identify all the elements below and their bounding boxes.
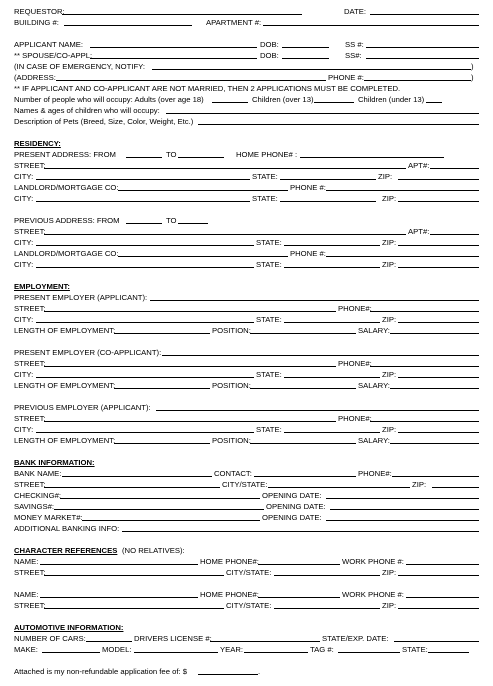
phone-field[interactable] <box>326 182 479 191</box>
present-employer-applicant-field[interactable] <box>150 292 479 301</box>
field-label: CITY/STATE: <box>222 480 268 489</box>
applicant-name-field[interactable] <box>90 39 257 48</box>
city-field[interactable] <box>36 369 254 378</box>
field-label: BANK NAME: <box>14 469 62 478</box>
work-phone-field[interactable] <box>406 589 479 598</box>
previous-employer-applicant-field[interactable] <box>156 402 479 411</box>
in-case-of-emergency-notify-field[interactable] <box>152 61 471 70</box>
zip-field[interactable] <box>398 567 479 576</box>
field-label: LANDLORD/MORTGAGE CO: <box>14 249 119 258</box>
field-label: SALARY: <box>358 381 390 390</box>
bank-name-field[interactable] <box>62 468 212 477</box>
dob-field[interactable] <box>282 39 329 48</box>
field-label: STREET: <box>14 359 46 368</box>
opening-date-field[interactable] <box>330 501 479 510</box>
field-label: POSITION: <box>212 381 251 390</box>
opening-date-field[interactable] <box>326 512 479 521</box>
field-label: Children (over 13) <box>252 95 314 104</box>
phone-field[interactable] <box>326 248 479 257</box>
requestor-field[interactable] <box>62 6 302 15</box>
model-field[interactable] <box>134 644 218 653</box>
city-field[interactable] <box>36 193 250 202</box>
street-field[interactable] <box>44 479 220 488</box>
city-field[interactable] <box>36 259 254 268</box>
field-label: SS #: <box>345 40 364 49</box>
field-label: LANDLORD/MORTGAGE CO: <box>14 183 119 192</box>
field-label: CITY: <box>14 315 34 324</box>
field-label: APT#: <box>408 161 430 170</box>
savings-field[interactable] <box>54 501 264 510</box>
form-line <box>14 160 479 170</box>
field-label: NUMBER OF CARS: <box>14 634 86 643</box>
form-line <box>14 589 479 599</box>
field-label: CITY: <box>14 194 34 203</box>
field-label: CITY: <box>14 260 34 269</box>
zip-field[interactable] <box>398 259 479 268</box>
zip-field[interactable] <box>398 314 479 323</box>
date-field[interactable] <box>370 6 479 15</box>
money-market-field[interactable] <box>82 512 260 521</box>
home-phone-field[interactable] <box>300 149 444 158</box>
form-line <box>14 193 479 203</box>
form-line <box>14 61 479 71</box>
home-phone-field[interactable] <box>258 556 340 565</box>
form-line <box>14 644 479 654</box>
field-label: TO <box>166 216 177 225</box>
field-label: PHONE#: <box>338 359 372 368</box>
to-field[interactable] <box>178 149 224 158</box>
form-line <box>14 402 479 412</box>
form-line <box>14 523 479 533</box>
field-label: STREET: <box>14 480 46 489</box>
to-field[interactable] <box>178 215 208 224</box>
form-line <box>14 149 479 159</box>
field-label: CHECKING#: <box>14 491 61 500</box>
description-of-pets-breed-size-color-weight-etc-field[interactable] <box>198 116 479 125</box>
form-line <box>14 105 479 115</box>
work-phone-field[interactable] <box>406 556 479 565</box>
form-line <box>14 226 479 236</box>
form-line <box>14 512 479 522</box>
field-label: APT#: <box>408 227 430 236</box>
street-field[interactable] <box>44 358 336 367</box>
salary-field[interactable] <box>390 435 479 444</box>
length-of-employment-field[interactable] <box>114 325 210 334</box>
number-of-people-who-will-occupy-adults-over-age-18-field[interactable] <box>212 94 248 103</box>
form-line <box>14 457 479 467</box>
state-field[interactable] <box>280 193 376 202</box>
field-label: PREVIOUS ADDRESS: FROM <box>14 216 120 225</box>
form-line <box>14 138 479 148</box>
length-of-employment-field[interactable] <box>114 380 210 389</box>
state-field[interactable] <box>284 259 380 268</box>
form-line <box>14 380 479 390</box>
field-label: Children (under 13) <box>358 95 425 104</box>
year-field[interactable] <box>244 644 308 653</box>
state-field[interactable] <box>284 237 380 246</box>
field-label: ZIP: <box>382 315 397 324</box>
field-label: DOB: <box>260 51 279 60</box>
state-field[interactable] <box>284 314 380 323</box>
street-field[interactable] <box>44 413 336 422</box>
name-field[interactable] <box>40 589 198 598</box>
attached-is-my-non-refundable-application-fee-of-field[interactable] <box>198 666 261 676</box>
field-label: NAME: <box>14 557 39 566</box>
field-label: Attached is my non-refundable application fee of: $ <box>14 667 188 676</box>
field-label: STATE: <box>256 425 282 434</box>
checking-field[interactable] <box>60 490 260 499</box>
field-label: HOME PHONE# : <box>236 150 298 159</box>
field-label: STATE/EXP. DATE: <box>322 634 389 643</box>
city-field[interactable] <box>36 424 254 433</box>
field-label: ZIP: <box>382 238 397 247</box>
field-label: STREET: <box>14 161 46 170</box>
phone-field[interactable] <box>370 413 479 422</box>
zip-field[interactable] <box>398 193 479 202</box>
form-line <box>14 435 479 445</box>
street-field[interactable] <box>44 226 406 235</box>
form-line <box>14 369 479 379</box>
field-label: (ADDRESS: <box>14 73 56 82</box>
form-line <box>14 622 479 632</box>
city-state-field[interactable] <box>274 567 380 576</box>
field-label: TAG #: <box>310 645 334 654</box>
form-line <box>14 6 479 16</box>
field-label: POSITION: <box>212 436 251 445</box>
position-field[interactable] <box>250 435 356 444</box>
phone-field[interactable] <box>370 358 479 367</box>
field-label: HOME PHONE#: <box>200 590 259 599</box>
state-field[interactable] <box>428 644 469 653</box>
field-label: STATE: <box>252 172 278 181</box>
form-line <box>14 116 479 126</box>
section-heading: RESIDENCY: <box>14 139 61 148</box>
field-label: STATE: <box>256 238 282 247</box>
drivers-license-field[interactable] <box>210 633 320 642</box>
form-line <box>14 358 479 368</box>
field-label: CITY: <box>14 425 34 434</box>
field-label: APARTMENT #: <box>206 18 262 27</box>
field-label: ZIP: <box>382 568 397 577</box>
number-of-cars-field[interactable] <box>86 633 132 642</box>
field-label: CONTACT: <box>214 469 252 478</box>
dob-field[interactable] <box>282 50 329 59</box>
field-label: ZIP: <box>378 172 393 181</box>
children-under-13-field[interactable] <box>426 94 442 103</box>
field-label: STATE: <box>256 370 282 379</box>
field-label: PHONE #: <box>328 73 364 82</box>
field-label: PHONE#: <box>358 469 392 478</box>
field-label: TO <box>166 150 177 159</box>
street-field[interactable] <box>44 303 336 312</box>
name-field[interactable] <box>40 556 198 565</box>
additional-banking-info-field[interactable] <box>122 523 479 532</box>
section-heading: AUTOMOTIVE INFORMATION: <box>14 623 124 632</box>
zip-field[interactable] <box>432 479 479 488</box>
field-label: DATE: <box>344 7 367 16</box>
field-label: STREET: <box>14 568 46 577</box>
field-label: NAME: <box>14 590 39 599</box>
apartment-field[interactable] <box>263 17 479 26</box>
field-label: WORK PHONE #: <box>342 557 404 566</box>
field-label: BUILDING #: <box>14 18 59 27</box>
field-label: STREET: <box>14 304 46 313</box>
field-label: STATE: <box>402 645 428 654</box>
field-label: CITY: <box>14 238 34 247</box>
street-field[interactable] <box>44 600 224 609</box>
field-label: ZIP: <box>382 601 397 610</box>
ss-field[interactable] <box>366 39 479 48</box>
field-label: MONEY MARKET#: <box>14 513 83 522</box>
make-field[interactable] <box>42 644 100 653</box>
form-line <box>14 325 479 335</box>
city-field[interactable] <box>36 314 254 323</box>
position-field[interactable] <box>250 325 356 334</box>
field-label: WORK PHONE #: <box>342 590 404 599</box>
field-label: STATE: <box>252 194 278 203</box>
city-state-field[interactable] <box>268 479 410 488</box>
section-heading: CHARACTER REFERENCES <box>14 546 118 555</box>
form-line <box>14 314 479 324</box>
zip-field[interactable] <box>398 171 479 180</box>
field-label: APPLICANT NAME: <box>14 40 84 49</box>
phone-field[interactable] <box>370 303 479 312</box>
zip-field[interactable] <box>398 369 479 378</box>
form-line <box>14 171 479 181</box>
city-field[interactable] <box>36 171 250 180</box>
field-label: ZIP: <box>382 370 397 379</box>
present-employer-co-applicant-field[interactable] <box>162 347 479 356</box>
state-exp-date-field[interactable] <box>394 633 479 642</box>
city-state-field[interactable] <box>274 600 380 609</box>
contact-field[interactable] <box>254 468 356 477</box>
length-of-employment-field[interactable] <box>114 435 210 444</box>
form-line <box>14 490 479 500</box>
opening-date-field[interactable] <box>326 490 479 499</box>
form-line <box>14 413 479 423</box>
form-line <box>14 237 479 247</box>
street-field[interactable] <box>44 160 406 169</box>
field-label: PRESENT EMPLOYER (CO-APPLICANT): <box>14 348 162 357</box>
field-label: POSITION: <box>212 326 251 335</box>
form-line <box>14 39 479 49</box>
form-line <box>14 94 479 104</box>
field-label: PHONE#: <box>338 304 372 313</box>
field-label: ADDITIONAL BANKING INFO: <box>14 524 120 533</box>
phone-field[interactable] <box>364 72 471 81</box>
form-line <box>14 556 479 566</box>
field-label: ZIP: <box>382 194 397 203</box>
form-line <box>14 182 479 192</box>
field-label: SS#: <box>345 51 362 60</box>
form-line <box>14 666 479 676</box>
punctuation: . <box>258 667 261 676</box>
children-over-13-field[interactable] <box>314 94 354 103</box>
city-field[interactable] <box>36 237 254 246</box>
form-line <box>14 83 479 93</box>
building-field[interactable] <box>64 17 192 26</box>
form-line <box>14 567 479 577</box>
present-address-from-field[interactable] <box>126 149 162 158</box>
field-label: MODEL: <box>102 645 132 654</box>
home-phone-field[interactable] <box>258 589 340 598</box>
punctuation: ) <box>471 62 474 71</box>
landlord-mortgage-co-field[interactable] <box>118 248 288 257</box>
field-label: SAVINGS#: <box>14 502 55 511</box>
field-label: REQUESTOR: <box>14 7 65 16</box>
field-label: ZIP: <box>412 480 427 489</box>
field-label: PHONE #: <box>290 183 326 192</box>
position-field[interactable] <box>250 380 356 389</box>
state-field[interactable] <box>284 424 380 433</box>
section-heading: EMPLOYMENT: <box>14 282 70 291</box>
field-label: YEAR: <box>220 645 244 654</box>
field-label: Number of people who will occupy: Adults (over age 18) <box>14 95 204 104</box>
zip-field[interactable] <box>398 600 479 609</box>
zip-field[interactable] <box>398 237 479 246</box>
form-line <box>14 281 479 291</box>
tag-field[interactable] <box>338 644 400 653</box>
form-line <box>14 259 479 269</box>
zip-field[interactable] <box>398 424 479 433</box>
form-line <box>14 347 479 357</box>
form-line <box>14 72 479 82</box>
field-label: STATE: <box>256 315 282 324</box>
form-line <box>14 17 479 27</box>
field-label: CITY/STATE: <box>226 601 272 610</box>
field-label: OPENING DATE: <box>262 513 322 522</box>
field-label: PRESENT ADDRESS: FROM <box>14 150 116 159</box>
form-line <box>14 545 479 555</box>
form-line <box>14 215 479 225</box>
field-label: OPENING DATE: <box>262 491 322 500</box>
field-label: PREVIOUS EMPLOYER (APPLICANT): <box>14 403 151 412</box>
field-label: LENGTH OF EMPLOYMENT: <box>14 436 116 445</box>
field-label: ZIP: <box>382 425 397 434</box>
state-field[interactable] <box>280 171 376 180</box>
form-line <box>14 50 479 60</box>
field-label: PHONE #: <box>290 249 326 258</box>
form-line <box>14 633 479 643</box>
field-label: STREET: <box>14 227 46 236</box>
field-label: (NO RELATIVES): <box>122 546 185 555</box>
field-label: SALARY: <box>358 326 390 335</box>
field-label: PRESENT EMPLOYER (APPLICANT): <box>14 293 148 302</box>
field-label: LENGTH OF EMPLOYMENT: <box>14 326 116 335</box>
field-label: SALARY: <box>358 436 390 445</box>
salary-field[interactable] <box>390 325 479 334</box>
field-label: HOME PHONE#: <box>200 557 259 566</box>
form-line <box>14 468 479 478</box>
form-line <box>14 303 479 313</box>
field-label: LENGTH OF EMPLOYMENT: <box>14 381 116 390</box>
field-label: (IN CASE OF EMERGENCY, NOTIFY: <box>14 62 145 71</box>
field-label: ZIP: <box>382 260 397 269</box>
field-label: CITY: <box>14 370 34 379</box>
spouse-co-appl-field[interactable] <box>90 50 257 59</box>
street-field[interactable] <box>44 567 224 576</box>
field-label: PHONE#: <box>338 414 372 423</box>
field-label: Description of Pets (Breed, Size, Color, Weight, Etc.) <box>14 117 194 126</box>
field-label: Names & ages of children who will occupy: <box>14 106 160 115</box>
form-line <box>14 501 479 511</box>
form-line <box>14 292 479 302</box>
salary-field[interactable] <box>390 380 479 389</box>
field-label: ** IF APPLICANT AND CO-APPLICANT ARE NOT MARRIED, THEN 2 APPLICATIONS MUST BE COMPLETED. <box>14 84 401 93</box>
phone-field[interactable] <box>392 468 479 477</box>
field-label: DRIVERS LICENSE #: <box>134 634 212 643</box>
address-field[interactable] <box>56 72 326 81</box>
landlord-mortgage-co-field[interactable] <box>118 182 288 191</box>
names-ages-of-children-who-will-occupy-field[interactable] <box>166 105 479 114</box>
field-label: STREET: <box>14 414 46 423</box>
punctuation: ) <box>471 73 474 82</box>
section-heading: BANK INFORMATION: <box>14 458 95 467</box>
form-line <box>14 424 479 434</box>
form-line <box>14 479 479 489</box>
field-label: OPENING DATE: <box>266 502 326 511</box>
field-label: CITY: <box>14 172 34 181</box>
apt-field[interactable] <box>430 226 479 235</box>
form-line <box>14 248 479 258</box>
field-label: STREET: <box>14 601 46 610</box>
ss-field[interactable] <box>366 50 479 59</box>
apt-field[interactable] <box>430 160 479 169</box>
field-label: ** SPOUSE/CO-APPL: <box>14 51 93 60</box>
state-field[interactable] <box>284 369 380 378</box>
field-label: DOB: <box>260 40 279 49</box>
field-label: MAKE: <box>14 645 38 654</box>
previous-address-from-field[interactable] <box>126 215 162 224</box>
field-label: CITY/STATE: <box>226 568 272 577</box>
field-label: STATE: <box>256 260 282 269</box>
form-line <box>14 600 479 610</box>
